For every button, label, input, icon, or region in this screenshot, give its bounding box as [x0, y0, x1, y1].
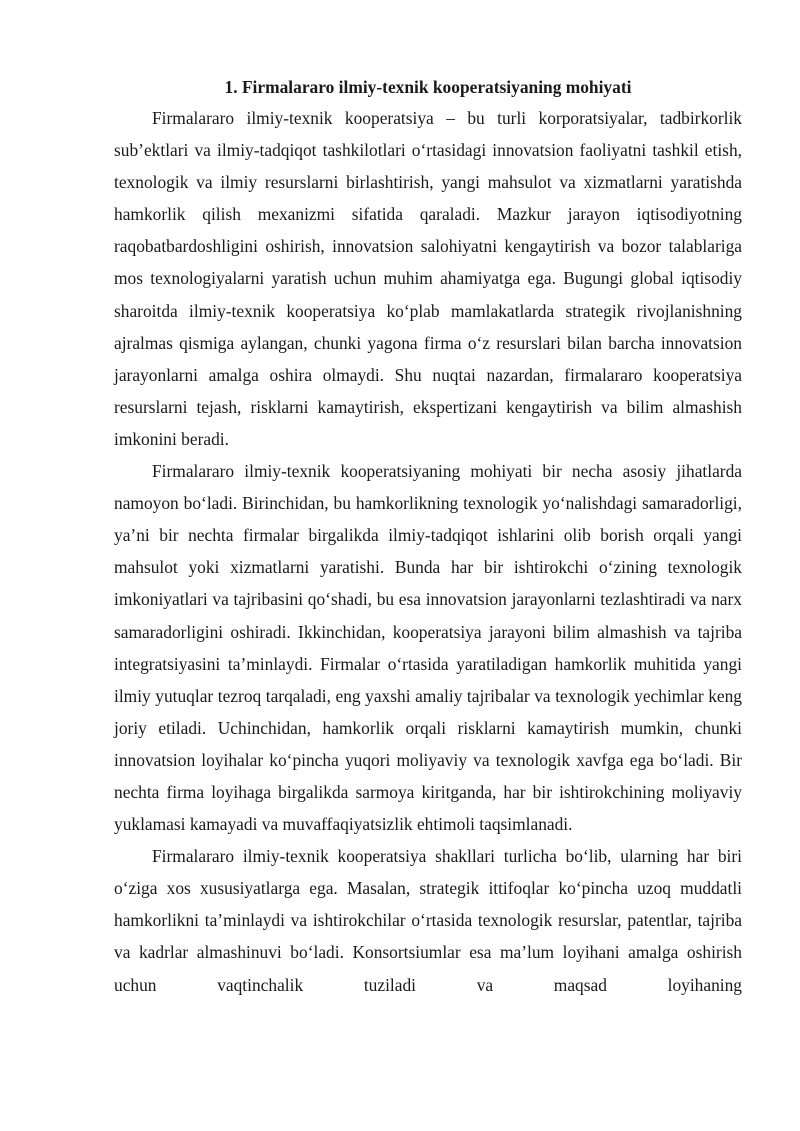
paragraph-2: Firmalararo ilmiy-texnik kooperatsiyaning mohiyati bir necha asosiy jihatlarda namoyon bo‘ladi. Birinchidan, bu hamkorlikning texnologik yo‘nalishdagi samaradorligi, ya’ni bir nechta firmalar birgalikda ilmiy-tadqiqot ishlarini olib borish orqali yangi mahsulot yoki xizmatlarni yaratishi. Bunda har bir ishtirokchi o‘zining texnologik imkoniyatlari va tajribasini qo‘shadi, bu esa innovatsion jarayonlarni tezlashtiradi va narx samaradorligini oshiradi. Ikkinchidan, kooperatsiya jarayoni bilim almashish va tajriba integratsiyasini ta’minlaydi. Firmalar o‘rtasida yaratiladigan hamkorlik muhitida yangi ilmiy yutuqlar tezroq tarqaladi, eng yaxshi amaliy tajribalar va texnologik yechimlar keng joriy etiladi. Uchinchidan, hamkorlik orqali risklarni kamaytirish mumkin, chunki innovatsion loyihalar ko‘pincha yuqori moliyaviy va texnologik xavfga ega bo‘ladi. Bir nechta firma loyihaga birgalikda sarmoya kiritganda, har bir ishtirokchining moliyaviy yuklamasi kamayadi va muvaffaqiyatsizlik ehtimoli taqsimlanadi. [114, 461, 742, 835]
paragraph-1: Firmalararo ilmiy-texnik kooperatsiya – bu turli korporatsiyalar, tadbirkorlik sub’ektlari va ilmiy-tadqiqot tashkilotlari o‘rtasidagi innovatsion faoliyatni tashkil etish, texnologik va ilmiy resurslarni birlashtirish, yangi mahsulot va xizmatlarni yaratishda hamkorlik qilish mexanizmi sifatida qaraladi. Mazkur jarayon iqtisodiyotning raqobatbardoshligini oshirish, innovatsion salohiyatni kengaytirish va bozor talablariga mos texnologiyalarni yaratish uchun muhim ahamiyatga ega. Bugungi global iqtisodiy sharoitda ilmiy-texnik kooperatsiya ko‘plab mamlakatlarda strategik rivojlanishning ajralmas qismiga aylangan, chunki yagona firma o‘z resurslari bilan barcha innovatsion jarayonlarni amalga oshira olmaydi. Shu nuqtai nazardan, firmalararo kooperatsiya resurslarni tejash, risklarni kamaytirish, ekspertizani kengaytirish va bilim almashish imkonini beradi. [114, 108, 742, 449]
document-page [114, 72, 742, 1001]
paragraph-3: Firmalararo ilmiy-texnik kooperatsiya shakllari turlicha bo‘lib, ularning har biri o‘ziga xos xususiyatlarga ega. Masalan, strategik ittifoqlar ko‘pincha uzoq muddatli hamkorlikni ta’minlaydi va ishtirokchilar o‘rtasida texnologik resurslar, patentlar, tajriba va kadrlar almashinuvi bo‘ladi. Konsortsiumlar esa ma’lum loyihani amalga oshirish uchun vaqtinchalik tuziladi va maqsad loyihaning [114, 846, 742, 995]
section-title: 1. Firmalararo ilmiy-texnik kooperatsiyaning mohiyati [224, 77, 632, 97]
